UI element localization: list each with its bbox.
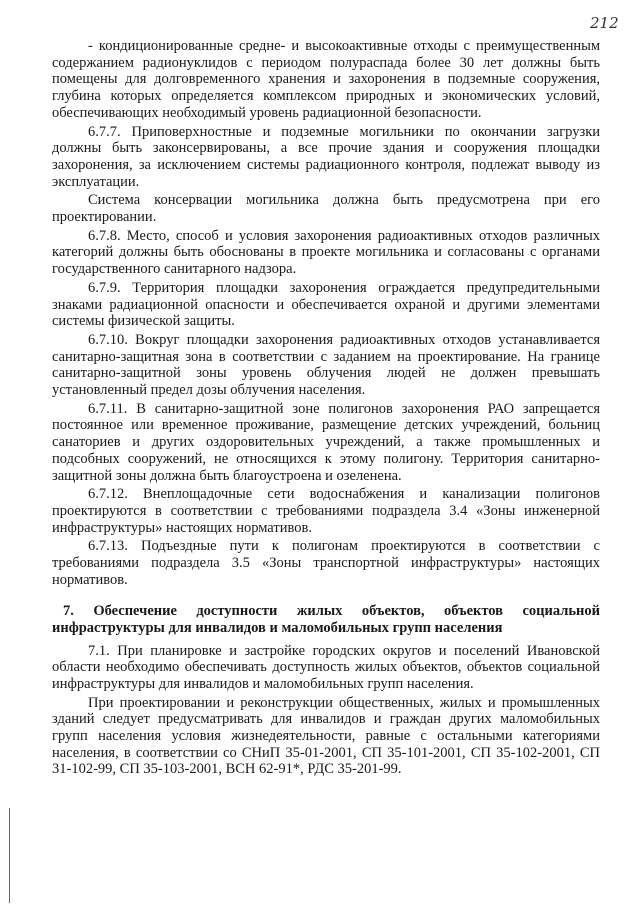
paragraph-7-1: 7.1. При планировке и застройке городских округов и поселений Ивановской области необходимо обеспечивать доступность жилых объектов, объектов социальной инфраструктуры для инвалидов и маломобильных групп населения. — [52, 642, 600, 692]
paragraph-6-7-8: 6.7.8. Место, способ и условия захоронения радиоактивных отходов различных категорий должны быть обоснованы в проекте могильника и согласованы с органами государственного санитарного надзора. — [52, 227, 600, 278]
paragraph-6-7-13: 6.7.13. Подъездные пути к полигонам проектируются в соответствии с требованиями подраздела 3.5 «Зоны транспортной инфраструктуры» настоящих нормативов. — [52, 538, 600, 588]
document-body — [52, 38, 600, 778]
page-number: 212 — [590, 14, 619, 32]
paragraph-6-7-9: 6.7.9. Территория площадки захоронения ограждается предупредительными знаками радиационной опасности и обеспечивается охраной и другими элементами системы физической защиты. — [52, 279, 600, 330]
paragraph-6-7-10: 6.7.10. Вокруг площадки захоронения радиоактивных отходов устанавливается санитарно-защитная зона в соответствии с заданием на проектирование. На границе санитарно-защитной зоны уровень облучения людей не должен превышать установленный предел дозы облучения населения. — [52, 331, 600, 399]
paragraph-design: При проектировании и реконструкции общественных, жилых и промышленных зданий следует предусматривать для инвалидов и граждан других маломобильных групп населения условия жизнедеятельности, равные с остальными категориями населения, в соответствии со СНиП 35-01-2001, СП 35-101-2001, СП 35-102-2001, СП 31-102-99, СП 35-103-2001, ВСН 62-91*, РДС 35-201-99. — [52, 694, 600, 778]
paragraph: - кондиционированные средне- и высокоактивные отходы с преимущественным содержанием радионуклидов с периодом полураспада более 30 лет должны быть помещены для долговременного хранения и захоронения в подземные сооружения, глубина которых определяется комплексом природных и экономических условий, обеспечивающих необходимый уровень радиационной безопасности. — [52, 38, 600, 121]
paragraph-conservation: Система консервации могильника должна быть предусмотрена при его проектировании. — [52, 192, 600, 226]
paragraph-6-7-12: 6.7.12. Внеплощадочные сети водоснабжения и канализации полигонов проектируются в соответствии с требованиями подраздела 3.4 «Зоны инженерной инфраструктуры» настоящих нормативов. — [52, 486, 600, 536]
section-heading: 7. Обеспечение доступности жилых объектов, объектов социальной инфраструктуры для инвалидов и маломобильных групп населения — [52, 602, 600, 636]
paragraph-6-7-11: 6.7.11. В санитарно-защитной зоне полигонов захоронения РАО запрещается постоянное или временное проживание, размещение детских учреждений, больниц санаториев и других оздоровительных учреждений, а также промышленных и подсобных сооружений, не относящихся к этому полигону. Территория санитарно-защитной зоны должна быть благоустроена и озеленена. — [52, 400, 600, 484]
margin-line — [9, 808, 10, 903]
paragraph-6-7-7: 6.7.7. Приповерхностные и подземные могильники по окончании загрузки должны быть законсервированы, а все прочие здания и сооружения площадки захоронения, за исключением системы радиационного контроля, подлежат выводу из эксплуатации. — [52, 123, 600, 190]
